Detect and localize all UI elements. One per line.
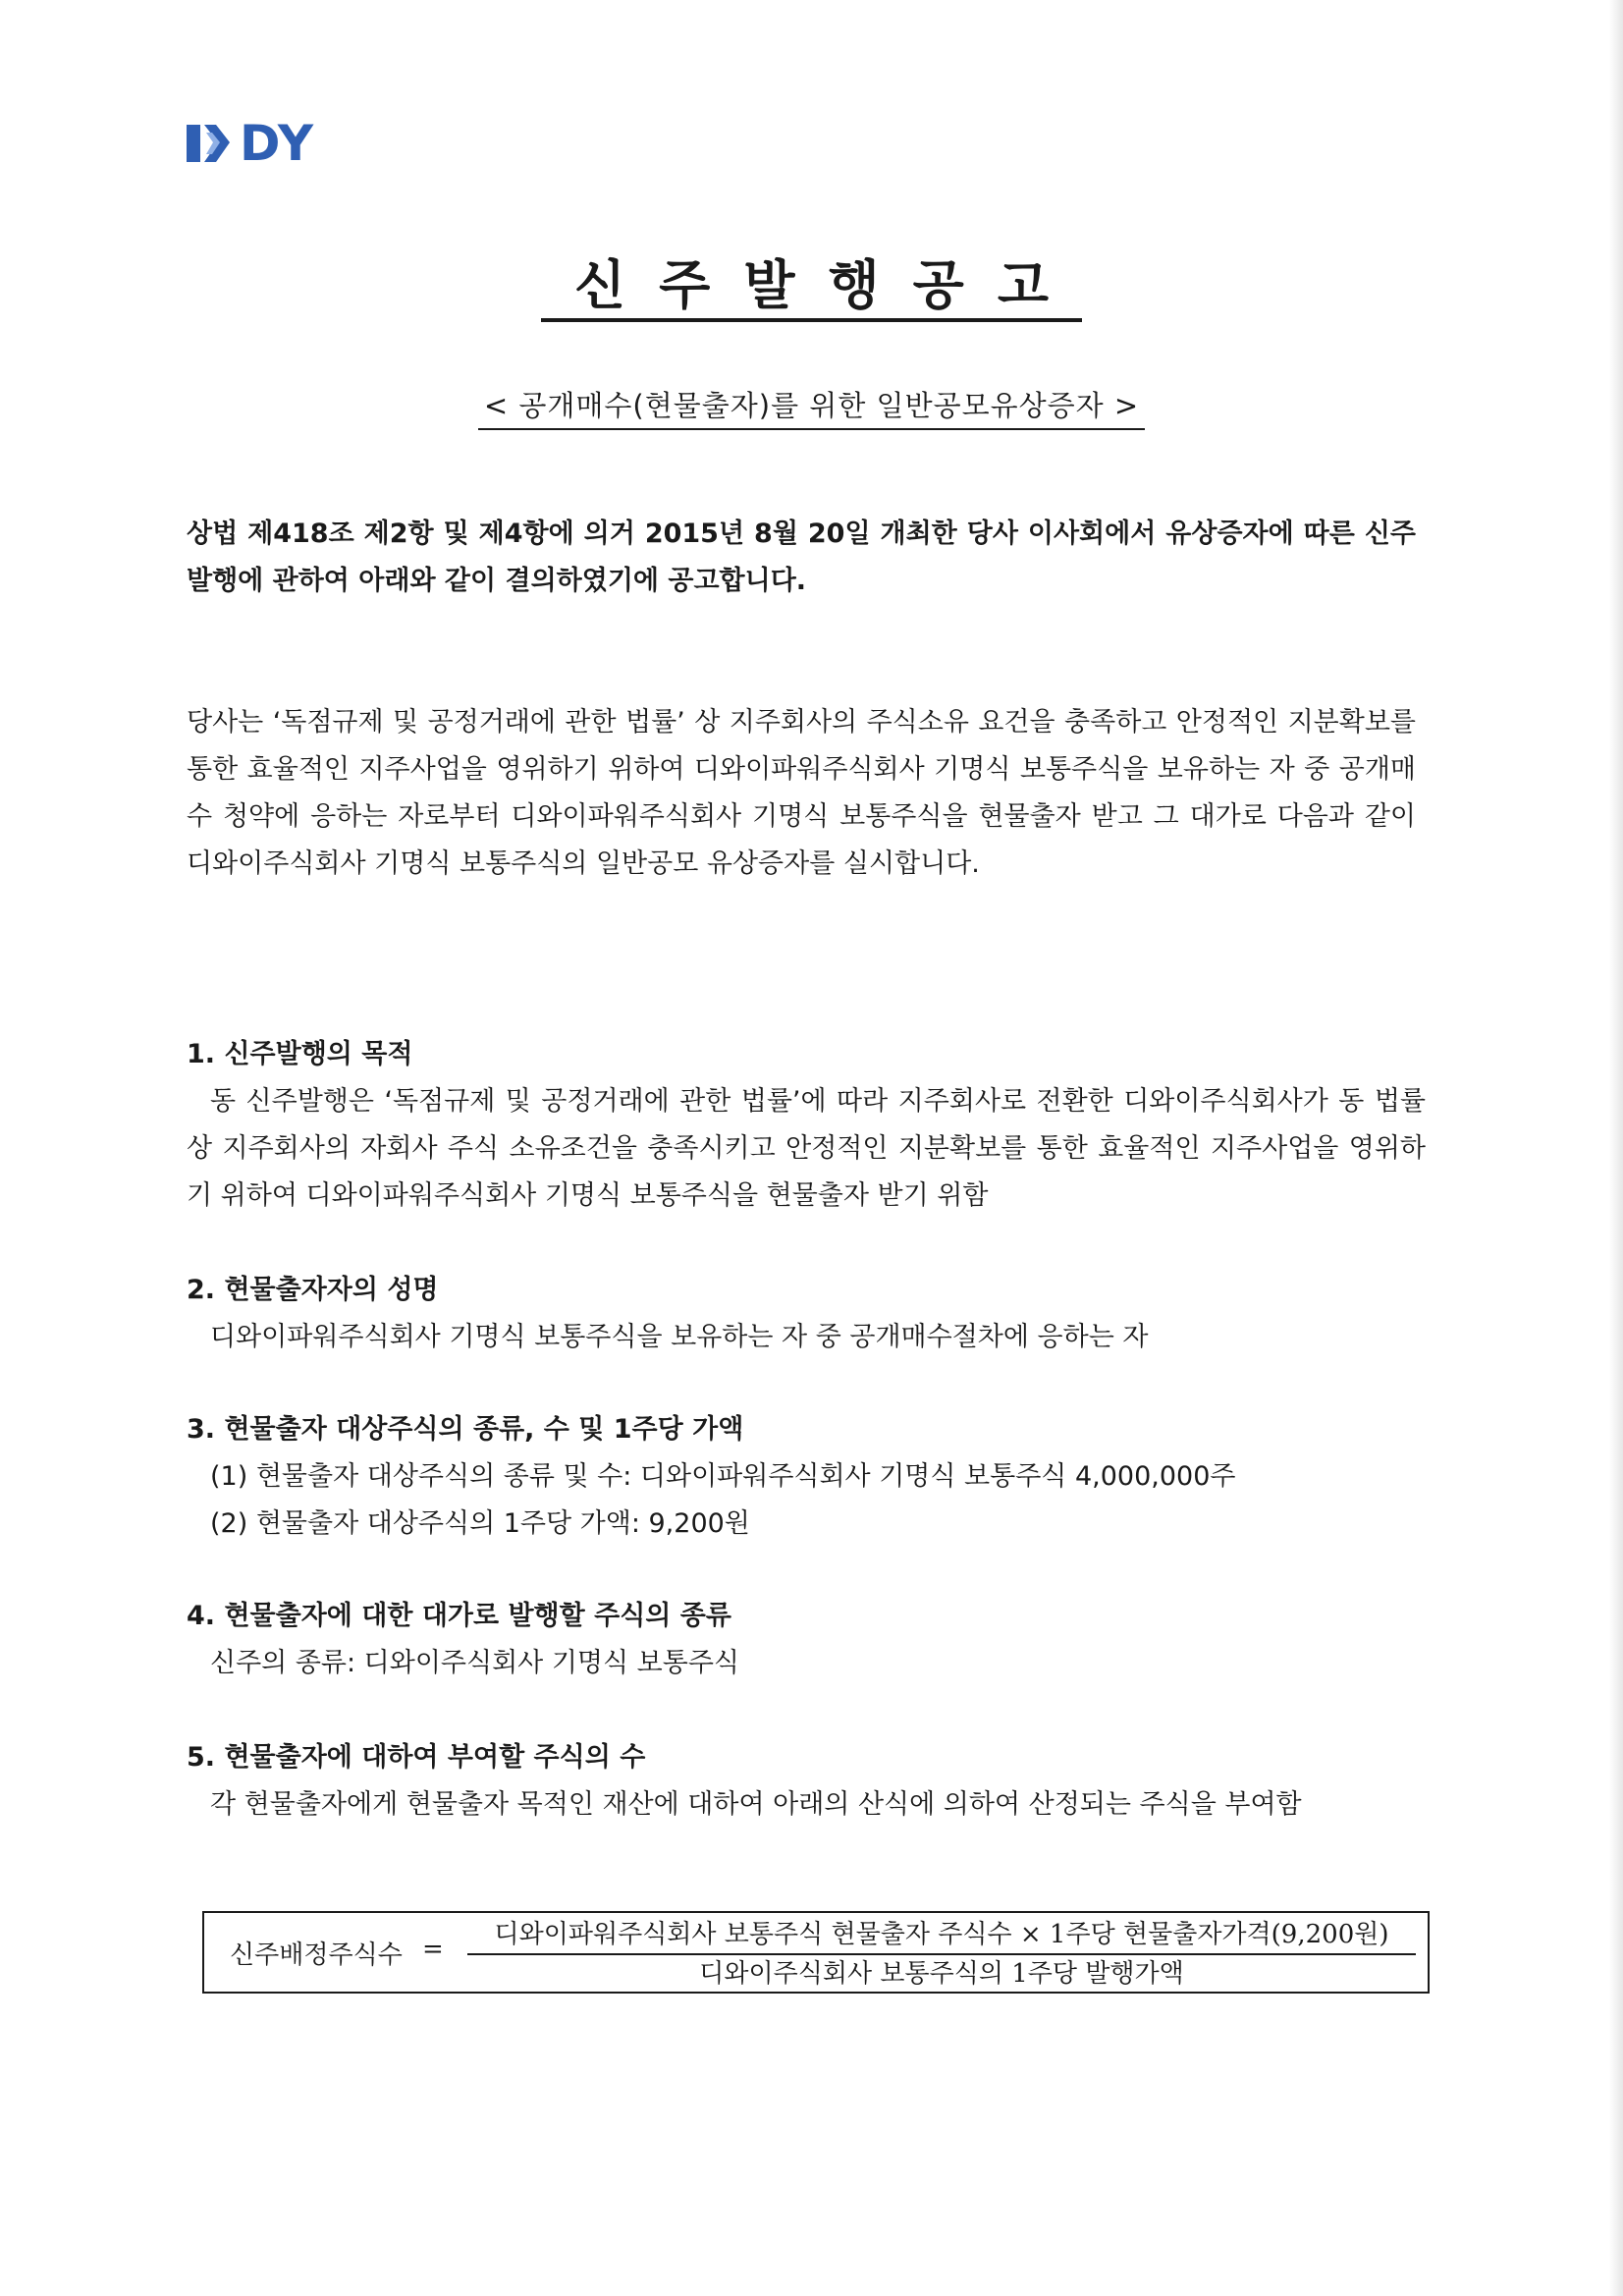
- section-heading: 4. 현물출자에 대한 대가로 발행할 주식의 종류: [187, 1601, 731, 1631]
- section-share-type: [187, 1593, 1426, 1687]
- section-contributor: [187, 1267, 1426, 1361]
- formula-denominator: 디와이주식회사 보통주식의 1주당 발행가액: [699, 1959, 1184, 1989]
- section-purpose: [187, 1031, 1426, 1220]
- section-body: 동 신주발행은 ‘독점규제 및 공정거래에 관한 법률’에 따라 지주회사로 전환한 디와이주식회사가 동 법률상 지주회사의 자회사 주식 소유조건을 충족시키고 안정적인 지분확보를 통한 효율적인 지주사업을 영위하기 위하여 디와이파워주식회사 기명식 보통주식을 현물출자 받기 위함: [187, 1086, 1426, 1211]
- intro-paragraph: 상법 제418조 제2항 및 제4항에 의거 2015년 8월 20일 개최한 당사 이사회에서 유상증자에 따른 신주발행에 관하여 아래와 같이 결의하였기에 공고합니다.: [187, 519, 1416, 596]
- body-paragraph: 당사는 ‘독점규제 및 공정거래에 관한 법률’ 상 지주회사의 주식소유 요건을 충족하고 안정적인 지분확보를 통한 효율적인 지주사업을 영위하기 위하여 디와이파워주식회사 기명식 보통주식을 보유하는 자 중 공개매수 청약에 응하는 자로부터 디와이파워주식회사 기명식 보통주식을 현물출자 받고 그 대가로 다음과 같이 디와이주식회사 기명식 보통주식의 일반공모 유상증자를 실시합니다.: [187, 707, 1416, 879]
- formula-box: [202, 1911, 1430, 1994]
- page-edge: [1609, 0, 1623, 2296]
- formula-fraction: [467, 1917, 1416, 1992]
- section-body: 신주의 종류: 디와이주식회사 기명식 보통주식: [210, 1648, 739, 1678]
- dy-logo-icon: [187, 121, 232, 166]
- company-logo: [187, 115, 315, 172]
- section-heading: 5. 현물출자에 대하여 부여할 주식의 수: [187, 1742, 646, 1773]
- page-title-wrap: [0, 253, 1623, 322]
- formula-lhs: 신주배정주식수: [230, 1941, 403, 1970]
- subtitle-wrap: [0, 383, 1623, 430]
- list-item: (1) 현물출자 대상주식의 종류 및 수: 디와이파워주식회사 기명식 보통주식 4,000,000주: [210, 1461, 1236, 1492]
- formula-numerator: 디와이파워주식회사 보통주식 현물출자 주식수 × 1주당 현물출자가격(9,200원): [494, 1920, 1389, 1949]
- section-body: 디와이파워주식회사 기명식 보통주식을 보유하는 자 중 공개매수절차에 응하는 자: [210, 1322, 1149, 1352]
- fraction-bar: [467, 1953, 1416, 1955]
- section-body: 각 현물출자에게 현물출자 목적인 재산에 대하여 아래의 산식에 의하여 산정되는 주식을 부여함: [210, 1789, 1302, 1820]
- page-title: 신주발행공고: [541, 253, 1082, 322]
- formula-equals: =: [422, 1935, 444, 1964]
- section-heading: 3. 현물출자 대상주식의 종류, 수 및 1주당 가액: [187, 1414, 744, 1445]
- section-heading: 1. 신주발행의 목적: [187, 1039, 413, 1069]
- section-share-count: [187, 1734, 1426, 1829]
- list-item: (2) 현물출자 대상주식의 1주당 가액: 9,200원: [210, 1508, 750, 1539]
- section-heading: 2. 현물출자자의 성명: [187, 1275, 439, 1305]
- section-target-shares: [187, 1406, 1426, 1548]
- logo-text: DY: [240, 115, 315, 172]
- page-subtitle: < 공개매수(현물출자)를 위한 일반공모유상증자 >: [478, 383, 1145, 430]
